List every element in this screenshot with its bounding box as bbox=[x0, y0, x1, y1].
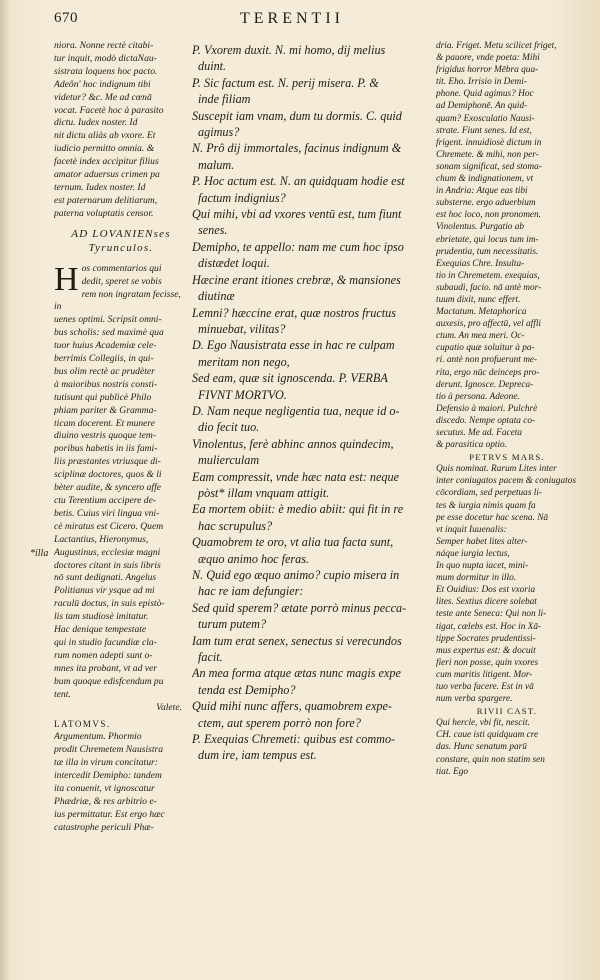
verse-line: N. Quid ego æquo animo? cupio misera in bbox=[192, 568, 400, 582]
verse-line: meritam non nego, bbox=[198, 354, 290, 369]
commentary-line: tit. Eho. Irrisio in Demi- bbox=[436, 77, 527, 88]
verse-line: Quamobrem te oro, vt alia tua facta sunt, bbox=[192, 535, 394, 550]
commentary-line: derunt. Ignosce. Depreca- bbox=[436, 379, 534, 390]
preface-line: mnes ita probant, vt ad ver bbox=[54, 662, 158, 674]
verse-line: Vinolentus, ferè abhinc annos quindecim, bbox=[192, 436, 394, 451]
verse-line: P. Exequias Chremeti: quibus est commo- bbox=[192, 732, 396, 747]
running-head: TERENTII bbox=[240, 10, 344, 27]
commentary-line: nit dictu aliàs ab vxore. Et bbox=[54, 130, 156, 142]
page-number: 670 bbox=[54, 10, 78, 26]
verse-line: distædet loqui. bbox=[198, 256, 270, 271]
verse-line: agimus? bbox=[198, 125, 240, 140]
commentary-line: cum maritis litigent. Mor- bbox=[436, 669, 533, 680]
commentary-line: sistrata loquens hoc pacto. bbox=[54, 65, 158, 77]
preface-line: ctu Terentium accipere de- bbox=[54, 495, 157, 506]
commentary-line: constare, quin non statim sen bbox=[436, 754, 545, 765]
commentary-line: secutus. Me ad. Faceta bbox=[436, 428, 522, 438]
commentary-line: est hoc loco, non pronomen. bbox=[436, 210, 542, 221]
preface-line: à maioribus nostris consti- bbox=[54, 378, 158, 390]
verse-line: Iam tum erat senex, senectus si verecundos bbox=[192, 633, 402, 648]
commentary-line: ebrietate, qui locus tum im- bbox=[436, 234, 539, 245]
commentary-line: rita, ergo nūc deinceps pro- bbox=[436, 367, 540, 378]
drop-cap-initial: H bbox=[54, 260, 79, 298]
commentary-line: lites. Sextius dicere solebat bbox=[436, 597, 537, 608]
verse-line: Lemni? hæccine erat, quæ nostros fructus bbox=[192, 305, 397, 320]
verse-line: malum. bbox=[198, 157, 235, 172]
preface-lines bbox=[54, 260, 188, 702]
left-commentary-top bbox=[54, 40, 188, 221]
commentary-line: frigent. innuidiosè dictum in bbox=[436, 137, 542, 148]
commentary-line: niora. Nonne rectè citabi- bbox=[54, 40, 154, 51]
verse-line: D. Ego Nausistrata esse in hac re culpam bbox=[192, 338, 395, 353]
verse-line: An mea forma atque ætas nunc magis expe bbox=[192, 666, 401, 681]
commentary-line: pe esse docetur hac scena. Nā bbox=[436, 512, 549, 523]
commentary-line: inter coniugatos pacem & coniugatos bbox=[436, 476, 576, 487]
commentary-line: Et Ouidius: Dos est vxoria bbox=[436, 585, 536, 596]
commentary-line: substerne. ergo aduerbium bbox=[436, 198, 536, 209]
verse-line: æquo animo hoc feras. bbox=[198, 551, 310, 566]
commentary-line: auxesis, pro affectū, vel affli bbox=[436, 319, 541, 330]
commentary-line: tigat, cælebs est. Hoc in Xā- bbox=[436, 621, 542, 632]
play-text-column bbox=[192, 42, 428, 972]
commentary-line: Mactatum. Metaphorica bbox=[436, 307, 527, 318]
preface-line: poribus habetis in iis fami- bbox=[54, 443, 158, 455]
commentary-line: tio à persona. Adeone. bbox=[436, 391, 520, 402]
commentary-line: teste ante Seneca: Qui non li- bbox=[436, 609, 547, 620]
gutter-shadow bbox=[0, 0, 10, 980]
preface-line: liis præstantes vtriusque di- bbox=[54, 456, 161, 468]
verse-line: turum putem? bbox=[198, 617, 267, 632]
commentary-line: ri. antè non profuerunt me- bbox=[436, 355, 538, 366]
commentary-line: tur inquit, modò dictaNau- bbox=[54, 52, 157, 64]
verse-line: dio fecit tuo. bbox=[198, 420, 260, 435]
commentary-line: ternum. Iudex noster. Id bbox=[54, 181, 146, 193]
commentary-line: ctum. An mea meri. Oc- bbox=[436, 331, 525, 342]
preface-line: phiam pariter & Gramma- bbox=[54, 404, 157, 416]
preface-line: bus scholis: sed maximè qua bbox=[54, 327, 164, 339]
verse-line: Ea mortem obiit: è medio abiit: qui fit in re bbox=[192, 502, 404, 517]
preface-line: raculū doctus, in suis epistò- bbox=[54, 598, 165, 610]
verse-line: Quid mihi nunc affers, quamobrem expe- bbox=[192, 699, 392, 714]
argument-line: ita conuenit, vt ignoscatur bbox=[54, 782, 155, 794]
argument-line: ius permittatur. Est ergo hæc bbox=[54, 808, 165, 820]
margin-note: *illa bbox=[30, 548, 49, 559]
commentary-line: Defensio à maiori. Pulchrè bbox=[436, 403, 538, 414]
commentary-line: Adeôn' hoc indignum tibi bbox=[54, 78, 151, 90]
commentary-line: chum & indignationem, vt bbox=[436, 174, 534, 185]
verse-line: FIVNT MORTVO. bbox=[198, 387, 287, 402]
commentary-line: Quis nominat. Rarum Lites inter bbox=[436, 464, 557, 475]
verse-line: diutinæ bbox=[198, 289, 235, 304]
verse-line: P. Sic factum est. N. perij misera. P. & bbox=[192, 75, 379, 90]
verse-line: P. Hoc actum est. N. an quidquam hodie est bbox=[192, 174, 405, 189]
commentary-line: paterna voluptatis censor. bbox=[54, 207, 154, 219]
verse-line: ctem, aut sperem porrò non fore? bbox=[198, 715, 361, 730]
preface-line: bèter audite, & syncero affe bbox=[54, 482, 162, 494]
commentary-line: & parasitica optio. bbox=[436, 440, 508, 451]
preface-line: Hac denique tempestate bbox=[54, 624, 147, 636]
verse-line: D. Nam neque negligentia tua, neque id o- bbox=[192, 403, 400, 418]
commentary-line: mus expertus est: & docuit bbox=[436, 645, 536, 656]
commentary-line: sonam significat, sed stoma- bbox=[436, 161, 542, 172]
commentary-line: das. Hunc senatum parū bbox=[436, 742, 527, 753]
verse-line: mulierculam bbox=[198, 453, 260, 468]
commentary-line: vt inquit Iuuenalis: bbox=[436, 524, 507, 535]
verse-line: factum indignius? bbox=[198, 190, 286, 205]
commentary-line: CH. caue isti quidquam cre bbox=[436, 730, 539, 741]
commentary-line: iudicio permitto omnia. & bbox=[54, 143, 155, 155]
dedication-heading: AD LOVANIENses Tyrunculos. bbox=[71, 227, 171, 254]
commentary-line: est paternarum delitiarum, bbox=[54, 194, 158, 206]
commentary-line: tes & iurgia nimis quam fa bbox=[436, 500, 536, 511]
commentary-line: videtur? &c. Me ad cœnā bbox=[54, 91, 152, 103]
verse-line: Suscepit iam vnam, dum tu dormis. C. quid bbox=[192, 108, 402, 123]
commentary-line: Semper habet lites alter- bbox=[436, 536, 528, 547]
preface-line: diuino vestris quoque tem- bbox=[54, 430, 157, 442]
preface-line: ticam docerent. Et munere bbox=[54, 417, 156, 429]
commentary-line: mum dormitur in illo. bbox=[436, 573, 517, 584]
commentary-line: subaudi, facio. nā antè mor- bbox=[436, 282, 542, 293]
commentary-line: quam? Exosculatio Nausi- bbox=[436, 113, 535, 124]
verse-line: Qui mihi, vbi ad vxores ventū est, tum fiunt bbox=[192, 207, 402, 222]
verse-line: hac scrupulus? bbox=[198, 518, 273, 533]
commentary-line: In quo nupta iacet, mini- bbox=[436, 561, 529, 572]
verse-line: dum ire, iam tempus est. bbox=[198, 748, 317, 763]
commentary-line: in Andria: Atque eas tibi bbox=[436, 186, 528, 197]
preface-line: uenes optimi. Scripsit omni- bbox=[54, 314, 162, 326]
preface-line: bus olim rectè ac prudèter bbox=[54, 365, 155, 377]
right-commentary-column bbox=[436, 40, 578, 970]
preface-line: nō sunt dedignati. Angelus bbox=[54, 572, 157, 584]
preface-line: rum nomen adepti sunt o- bbox=[54, 649, 153, 661]
commentary-line: tio in Chremetem. exequias, bbox=[436, 270, 540, 281]
preface-line: os commentarios qui bbox=[81, 262, 162, 274]
commentary-line: strate. Fiunt senes. Id est, bbox=[436, 125, 532, 136]
verse-line: Hæcine erant itiones crebræ, & mansiones bbox=[192, 272, 401, 287]
preface-line: berrimis Collegiis, in qui- bbox=[54, 353, 154, 365]
right-commentary-a bbox=[436, 40, 578, 451]
verse-line: facit. bbox=[198, 650, 223, 665]
preface-line: sciplinæ doctores, quos & li bbox=[54, 469, 162, 481]
riuii-cast-label: RIVII CAST. bbox=[476, 706, 538, 717]
page-header bbox=[0, 8, 600, 38]
commentary-line: Chremete. & mihi, non per- bbox=[436, 149, 539, 160]
preface-line: tutisunt qui publicè Philo bbox=[54, 391, 152, 403]
latomus-label: LATOMVS. bbox=[54, 719, 111, 730]
verse-line: Sed eam, quæ sit ignoscenda. P. VERBA bbox=[192, 371, 388, 386]
preface-line: Augustinus, ecclesiæ magni bbox=[54, 546, 161, 558]
preface-line: cè miratus est Cicero. Quem bbox=[54, 520, 164, 532]
commentary-line: discedo. Nempe optata co- bbox=[436, 415, 536, 426]
argument-line: intercedit Demipho: tandem bbox=[54, 770, 162, 782]
preface-line: dedit, speret se vobis bbox=[81, 275, 162, 287]
commentary-line: Vinolentus. Purgatio ab bbox=[436, 222, 525, 233]
petrus-mars-label: PETRVS MARS. bbox=[469, 452, 545, 463]
preface-line: lis tam studiosè imitatur. bbox=[54, 611, 149, 623]
argument-line: tæ illa in virum concitatur: bbox=[54, 757, 158, 769]
argument-line: prodit Chremetem Nausistra bbox=[54, 744, 164, 756]
verse-line: P. Vxorem duxit. N. mi homo, dij melius bbox=[192, 43, 386, 57]
verse-line: senes. bbox=[198, 223, 228, 238]
verse-line: hac re iam defungier: bbox=[198, 584, 304, 599]
preface-line: Lactantius, Hieronymus, bbox=[54, 533, 149, 545]
commentary-line: ad Demiphonē. An quid- bbox=[436, 101, 528, 112]
right-commentary-c bbox=[436, 717, 578, 777]
commentary-line: prudentia, tum necessitatis. bbox=[436, 246, 539, 257]
left-commentary-column bbox=[54, 40, 188, 970]
preface-paragraph bbox=[54, 260, 188, 715]
preface-line: qui in studio facundiæ cla- bbox=[54, 636, 157, 648]
verse-line: Eam compressit, vnde hæc nata est: neque bbox=[192, 469, 400, 484]
verse-line: duint. bbox=[198, 59, 227, 74]
commentary-line: náque iurgia lectus, bbox=[436, 548, 510, 559]
preface-line: bum quoque edisfcendum pu bbox=[54, 675, 164, 687]
commentary-line: Qui hercle, vbi fit, nescit. bbox=[436, 718, 530, 729]
argument-line: catastrophe periculi Phæ- bbox=[54, 821, 154, 833]
verse-line: N. Prô dij immortales, facinus indignum & bbox=[192, 141, 402, 156]
verse-line: minuebat, vilitas? bbox=[198, 321, 286, 336]
commentary-line: tuo verba facere. Est in vā bbox=[436, 681, 534, 692]
verse-line: pòst* illam vnquam attigit. bbox=[198, 485, 330, 500]
argument-lines bbox=[54, 731, 188, 834]
commentary-line: cōcordiam, sed perpetuas li- bbox=[436, 488, 543, 499]
argument-line: Phædriæ, & res arbitrio e- bbox=[54, 795, 157, 807]
verse-line: tenda est Demipho? bbox=[198, 682, 296, 697]
preface-line: doctores citant in suis libris bbox=[54, 559, 161, 571]
commentary-line: amator aduersus crimen pa bbox=[54, 169, 160, 181]
commentary-line: tuum dixit, nunc effert. bbox=[436, 294, 521, 305]
commentary-line: frigidus horror Mēbra qua- bbox=[436, 65, 539, 76]
commentary-line: cupatio quæ soluitur à pa- bbox=[436, 343, 535, 354]
commentary-line: tippe Socrates prudentissi- bbox=[436, 633, 536, 644]
commentary-line: facetè index accipitur filius bbox=[54, 156, 159, 168]
commentary-line: num verba spargere. bbox=[436, 694, 513, 705]
argument-line: Argumentum. Phormio bbox=[54, 731, 142, 743]
verse-line: Demipho, te appello: nam me cum hoc ipso bbox=[192, 239, 404, 254]
preface-line: tent. bbox=[54, 688, 71, 700]
preface-line: Politianus vir ysque ad mi bbox=[54, 585, 155, 597]
commentary-line: vocat. Facetè hoc à parasito bbox=[54, 104, 164, 116]
right-commentary-b bbox=[436, 463, 578, 705]
commentary-line: Exequias Chre. Insulta- bbox=[436, 258, 525, 269]
verse-line: Sed quid sperem? ætate porrò minus pecca- bbox=[192, 600, 407, 615]
verse-line: inde filiam bbox=[198, 92, 251, 107]
commentary-line: fieri non posse, quin vxores bbox=[436, 657, 539, 668]
preface-line: rem non ingratam fecisse, in bbox=[54, 288, 181, 313]
valete-signoff: Valete. bbox=[156, 701, 182, 713]
commentary-line: tiat. Ego bbox=[436, 766, 469, 777]
commentary-line: & pauore, vnde poeta: Mihi bbox=[436, 53, 540, 64]
commentary-line: dria. Friget. Metu scilicet friget, bbox=[436, 41, 557, 51]
preface-line: betis. Cuius viri lingua vni- bbox=[54, 507, 160, 519]
commentary-line: phone. Quid agimus? Hoc bbox=[436, 89, 534, 100]
commentary-line: dictu. Iudex noster. Id bbox=[54, 117, 138, 129]
preface-line: tuor huius Academiæ cele- bbox=[54, 340, 157, 352]
